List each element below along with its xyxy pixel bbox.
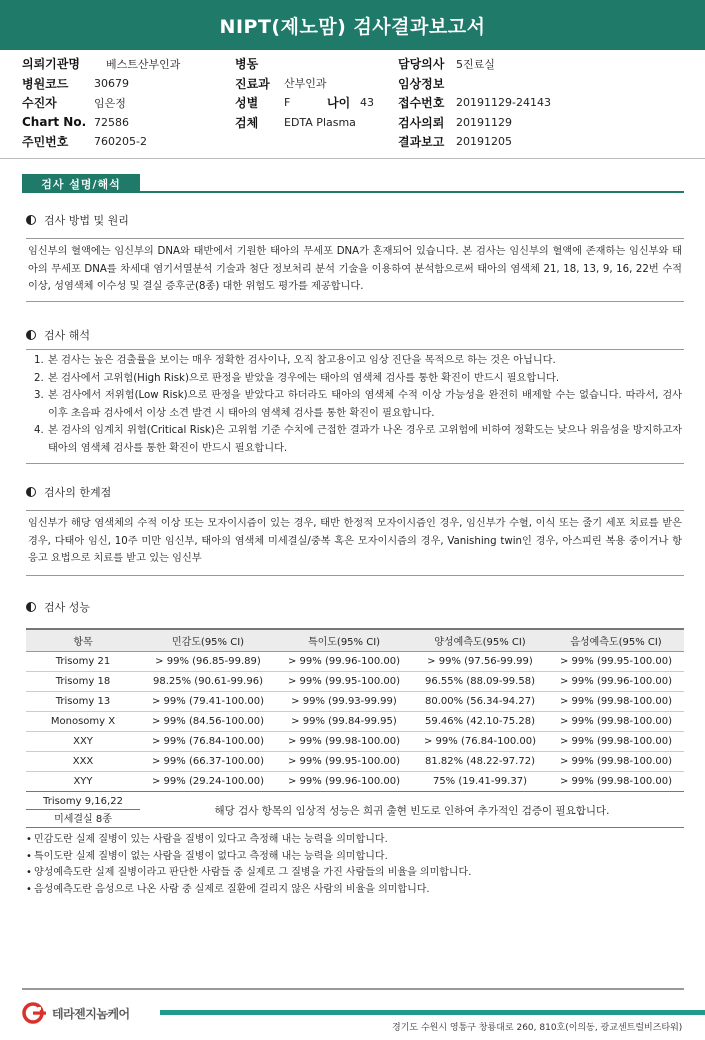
table-cell: > 99% (99.93-99.99): [276, 691, 412, 711]
footer-accent-bar: [160, 1010, 705, 1015]
rrn-value: 760205-2: [94, 135, 147, 149]
table-cell: 80.00% (56.34-94.27): [412, 691, 548, 711]
footer-divider: [22, 988, 684, 990]
section-tab: 검사 설명/해석: [22, 174, 140, 193]
table-cell: > 99% (99.98-100.00): [548, 731, 684, 751]
table-header-row: [26, 629, 684, 651]
table-cell: Trisomy 18: [26, 671, 140, 691]
report-title: NIPT(제노맘) 검사결과보고서: [0, 0, 705, 50]
table-cell: Monosomy X: [26, 711, 140, 731]
dept-label: 진료과: [235, 76, 270, 91]
company-address: 경기도 수원시 영통구 창룡대로 260, 810호(이의동, 광교센트럴비즈타워): [392, 1023, 683, 1033]
code-label: 병원코드: [22, 76, 69, 91]
table-cell: > 99% (99.98-100.00): [548, 711, 684, 731]
list-item: • 양성예측도란 실제 질병이라고 판단한 사람들 중 실제로 그 질병을 가진 사람들의 비율을 의미합니다.: [26, 865, 471, 882]
column-header: 항목: [26, 629, 140, 651]
interpretation-box: [26, 349, 684, 464]
ward-label: 병동: [235, 57, 259, 72]
info-row-1: [22, 54, 692, 74]
table-cell: 96.55% (88.09-99.58): [412, 671, 548, 691]
table-cell: > 99% (84.56-100.00): [140, 711, 276, 731]
table-row: [26, 651, 684, 671]
interpretation-list: [28, 352, 682, 457]
company-logo: [22, 1002, 130, 1024]
method-heading: [26, 212, 129, 228]
limitations-text: 임신부가 해당 염색체의 수적 이상 또는 모자이시즘이 있는 경우, 태반 한정적 모자이시즘인 경우, 임신부가 수혈, 이식 또는 줄기 세포 치료를 받은 경우, 다태아 임신, 10주 미만 임신부, 태아의 염색체 미세결실/중복 혹은 모자이시즘의 경우, Vanishing twin인 경우, 아스피린 복용 중이거나 항 응고 요법으로 치료를 받고 있는 임신부: [28, 518, 682, 564]
info-divider: [0, 158, 705, 159]
column-header: 민감도(95% CI): [140, 629, 276, 651]
table-cell: Trisomy 13: [26, 691, 140, 711]
table-cell: > 99% (99.98-100.00): [276, 731, 412, 751]
half-circle-icon: [26, 602, 36, 612]
table-cell: > 99% (29.24-100.00): [140, 771, 276, 791]
patient-info: [22, 54, 692, 152]
list-item: 4. 본 검사의 임계치 위험(Critical Risk)은 고위험 기준 수치에 근접한 결과가 나온 경우로 고위험에 비하여 정확도는 낮으나 위음성을 방지하고자 태아의 염색체 검사를 통한 확진이 반드시 필요합니다.: [34, 425, 682, 454]
receiver-value: 임은정: [94, 96, 126, 110]
performance-table: [26, 628, 684, 792]
sex-label: 성별: [235, 96, 259, 111]
extra-item-trisomy: Trisomy 9,16,22: [26, 793, 140, 810]
chart-value: 72586: [94, 115, 129, 129]
limitations-heading: [26, 484, 111, 500]
table-cell: XXY: [26, 731, 140, 751]
table-cell: XXX: [26, 751, 140, 771]
info-row-2: [22, 74, 692, 94]
list-item: 2. 본 검사에서 고위험(High Risk)으로 판정을 받았을 경우에는 태아의 염색체 검사를 통한 확진이 반드시 필요합니다.: [34, 372, 560, 384]
report-label: 결과보고: [398, 135, 445, 150]
table-row: [26, 691, 684, 711]
table-cell: > 99% (99.98-100.00): [548, 691, 684, 711]
table-cell: > 99% (99.95-100.00): [548, 651, 684, 671]
rrn-label: 주민번호: [22, 135, 69, 150]
definition-notes: [26, 832, 471, 898]
section-underline: [22, 191, 684, 193]
chart-label: Chart No.: [22, 115, 87, 130]
list-item: 1. 본 검사는 높은 검출률을 보이는 매우 정확한 검사이나, 오직 참고용이고 임상 진단을 목적으로 하는 것은 아닙니다.: [34, 355, 556, 366]
table-row: [26, 751, 684, 771]
extra-item-microdeletion: 미세결실 8종: [54, 814, 112, 825]
limitations-heading-text: 검사의 한계점: [44, 486, 112, 499]
method-box: [26, 238, 684, 302]
table-row: [26, 731, 684, 751]
code-value: 30679: [94, 76, 129, 90]
doctor-value: 5진료실: [456, 57, 495, 71]
limitations-box: [26, 510, 684, 576]
table-cell: > 99% (76.84-100.00): [412, 731, 548, 751]
method-text: 임신부의 혈액에는 임신부의 DNA와 태반에서 기원한 태아의 무세포 DNA가 혼재되어 있습니다. 본 검사는 임신부의 혈액에 존재하는 임신부와 태아의 무세포 DNA를 차세대 염기서열분석 기술과 첨단 정보처리 분석 기술을 이용하여 분석함으로써 태아의 염색체 21, 18, 13, 9, 16, 22번 수적 이상, 성염색체 이수성 및 결실 증후군(8종) 대한 위험도 평가를 제공합니다.: [28, 246, 682, 292]
table-cell: > 99% (76.84-100.00): [140, 731, 276, 751]
table-cell: > 99% (99.96-100.00): [276, 651, 412, 671]
clinical-label: 임상정보: [398, 76, 445, 91]
half-circle-icon: [26, 330, 36, 340]
interpretation-heading: [26, 327, 90, 343]
table-cell: 59.46% (42.10-75.28): [412, 711, 548, 731]
receipt-value: 20191129-24143: [456, 96, 551, 110]
specimen-value: EDTA Plasma: [284, 115, 356, 129]
table-cell: > 99% (97.56-99.99): [412, 651, 548, 671]
table-cell: Trisomy 21: [26, 651, 140, 671]
age-label: 나이: [327, 96, 351, 111]
info-row-5: [22, 132, 692, 152]
logo-mark-icon: [22, 1002, 48, 1024]
institution-value: 베스트산부인과: [106, 57, 181, 71]
table-cell: > 99% (96.85-99.89): [140, 651, 276, 671]
table-row: [26, 711, 684, 731]
receipt-label: 접수번호: [398, 96, 445, 111]
column-header: 특이도(95% CI): [276, 629, 412, 651]
receiver-label: 수진자: [22, 96, 57, 111]
column-header: 양성예측도(95% CI): [412, 629, 548, 651]
info-row-4: [22, 113, 692, 133]
performance-heading-text: 검사 성능: [44, 601, 91, 614]
request-label: 검사의뢰: [398, 115, 445, 130]
logo-text: 테라젠지놈케어: [52, 1006, 130, 1021]
half-circle-icon: [26, 215, 36, 225]
list-item: • 민감도란 실제 질병이 있는 사람을 질병이 있다고 측정해 내는 능력을 의미합니다.: [26, 832, 471, 849]
table-cell: > 99% (99.84-99.95): [276, 711, 412, 731]
age-value: 43: [360, 96, 374, 110]
table-cell: XYY: [26, 771, 140, 791]
table-cell: > 99% (66.37-100.00): [140, 751, 276, 771]
table-cell: > 99% (79.41-100.00): [140, 691, 276, 711]
table-cell: > 99% (99.95-100.00): [276, 751, 412, 771]
info-row-3: [22, 93, 692, 113]
table-cell: > 99% (99.95-100.00): [276, 671, 412, 691]
list-item: • 특이도란 실제 질병이 없는 사람을 질병이 없다고 측정해 내는 능력을 의미합니다.: [26, 849, 471, 866]
table-cell: 75% (19.41-99.37): [412, 771, 548, 791]
dept-value: 산부인과: [284, 77, 327, 91]
extra-items-row: [26, 792, 684, 828]
report-value: 20191205: [456, 135, 512, 149]
table-row: [26, 771, 684, 791]
method-heading-text: 검사 방법 및 원리: [44, 214, 129, 227]
sex-value: F: [284, 96, 291, 110]
list-item: • 음성예측도란 음성으로 나온 사람 중 실제로 질환에 걸리지 않은 사람의 비율을 의미합니다.: [26, 882, 471, 899]
request-value: 20191129: [456, 115, 512, 129]
table-cell: > 99% (99.98-100.00): [548, 751, 684, 771]
table-cell: > 99% (99.96-100.00): [276, 771, 412, 791]
extra-items-note: 해당 검사 항목의 임상적 성능은 희귀 출현 빈도로 인하여 추가적인 검증이 필요합니다.: [214, 804, 610, 817]
column-header: 음성예측도(95% CI): [548, 629, 684, 651]
specimen-label: 검체: [235, 115, 259, 130]
half-circle-icon: [26, 487, 36, 497]
table-cell: > 99% (99.96-100.00): [548, 671, 684, 691]
performance-heading: [26, 599, 90, 615]
table-cell: 98.25% (90.61-99.96): [140, 671, 276, 691]
table-row: [26, 671, 684, 691]
institution-label: 의뢰기관명: [22, 57, 80, 72]
table-cell: 81.82% (48.22-97.72): [412, 751, 548, 771]
list-item: 3. 본 검사에서 저위험(Low Risk)으로 판정을 받았다고 하더라도 태아의 염색체 수적 이상 가능성을 완전히 배제할 수는 없습니다. 따라서, 검사 이후 초음파 검사에서 이상 소견 발견 시 태아의 염색체 검사를 통한 확진이 필요합니다.: [34, 390, 682, 419]
interpretation-heading-text: 검사 해석: [44, 329, 91, 342]
table-cell: > 99% (99.98-100.00): [548, 771, 684, 791]
doctor-label: 담당의사: [398, 57, 445, 72]
